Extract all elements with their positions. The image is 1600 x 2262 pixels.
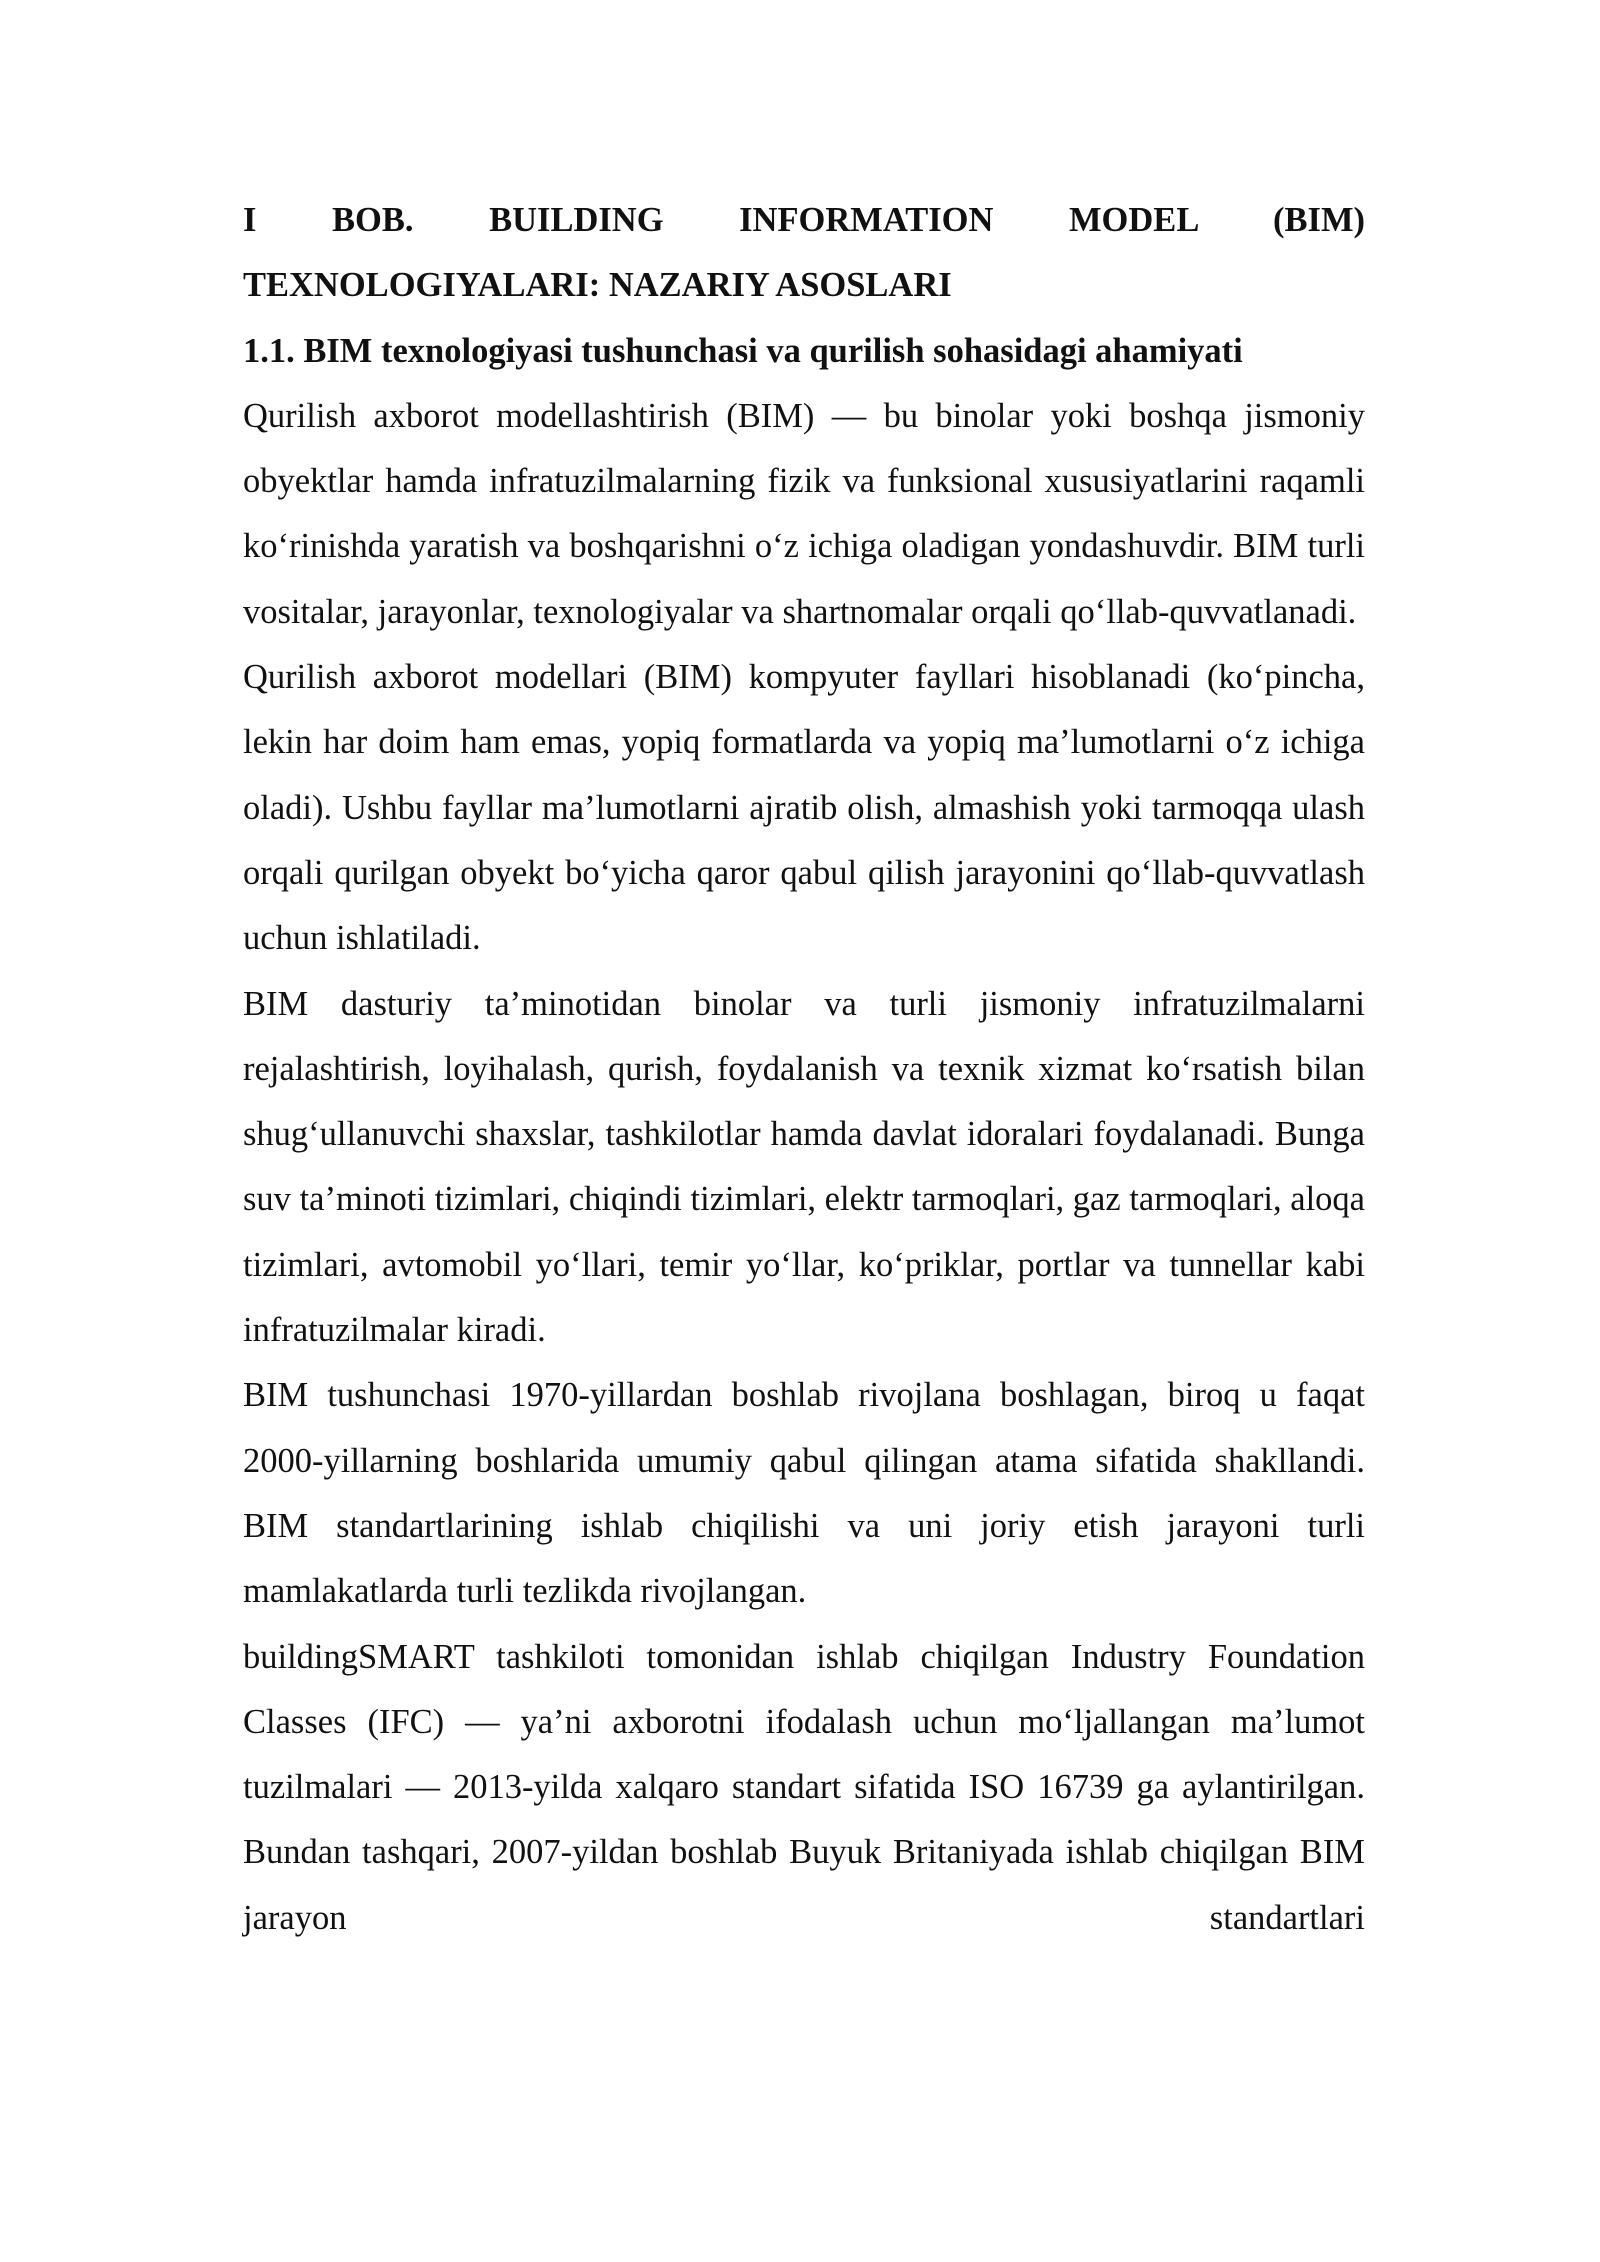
paragraph-bim-history: BIM tushunchasi 1970-yillardan boshlab rivojlana boshlagan, biroq u faqat 2000-yillarning boshlarida umumiy qabul qilingan atama sifatida shakllandi. BIM standartlarining ishlab chiqilishi va uni joriy etish jarayoni turli mamlakatlarda turli tezlikda rivojlangan.: [243, 1376, 1365, 1611]
section-title: 1.1. BIM texnologiyasi tushunchasi va qurilish sohasidagi ahamiyati: [243, 331, 1243, 370]
document-page: [243, 188, 1365, 1951]
chapter-title: I BOB. BUILDING INFORMATION MODEL (BIM) TEXNOLOGIYALARI: NAZARIY ASOSLARI: [243, 201, 1365, 305]
paragraph-bim-definition: Qurilish axborot modellashtirish (BIM) — bu binolar yoki boshqa jismoniy obyektlar hamda infratuzilmalarning fizik va funksional xususiyatlarini raqamli ko‘rinishda yaratish va boshqarishni o‘z ichiga oladigan yondashuvdir. BIM turli vositalar, jarayonlar, texnologiyalar va shartnomalar orqali qo‘llab-quvvatlanadi.: [243, 396, 1365, 631]
paragraph-bim-files: Qurilish axborot modellari (BIM) kompyuter fayllari hisoblanadi (ko‘pincha, lekin har doim ham emas, yopiq formatlarda va yopiq ma’lumotlarni o‘z ichiga oladi). Ushbu fayllar ma’lumotlarni ajratib olish, almashish yoki tarmoqqa ulash orqali qurilgan obyekt bo‘yicha qaror qabul qilish jarayonini qo‘llab-quvvatlash uchun ishlatiladi.: [243, 658, 1365, 958]
paragraph-bim-users: BIM dasturiy ta’minotidan binolar va turli jismoniy infratuzilmalarni rejalashtirish, loyihalash, qurish, foydalanish va texnik xizmat ko‘rsatish bilan shug‘ullanuvchi shaxslar, tashkilotlar hamda davlat idoralari foydalanadi. Bunga suv ta’minoti tizimlari, chiqindi tizimlari, elektr tarmoqlari, gaz tarmoqlari, aloqa tizimlari, avtomobil yo‘llari, temir yo‘llar, ko‘priklar, portlar va tunnellar kabi infratuzilmalar kiradi.: [243, 984, 1365, 1350]
paragraph-ifc-standard: buildingSMART tashkiloti tomonidan ishlab chiqilgan Industry Foundation Classes (IFC) — ya’ni axborotni ifodalash uchun mo‘ljallangan ma’lumot tuzilmalari — 2013-yilda xalqaro standart sifatida ISO 16739 ga aylantirilgan. Bundan tashqari, 2007-yildan boshlab Buyuk Britaniyada ishlab chiqilgan BIM jarayon standartlari: [243, 1637, 1365, 1937]
